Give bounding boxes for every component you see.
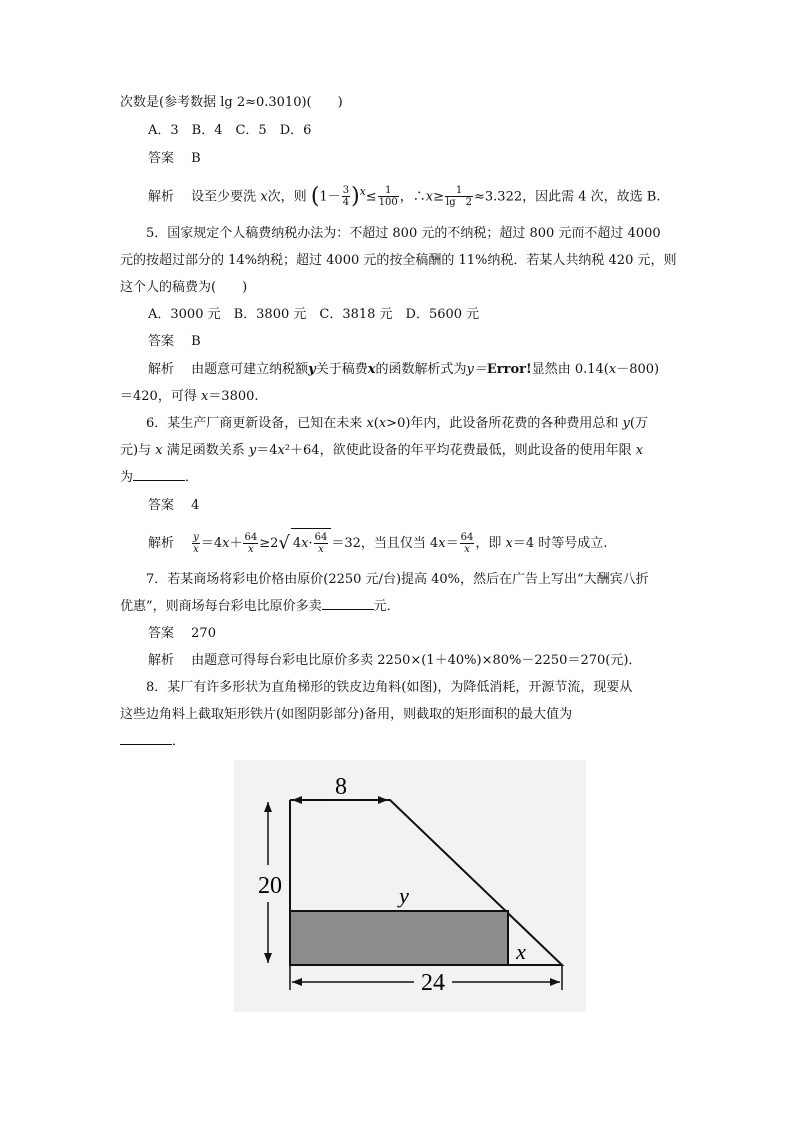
leq-sign: ≤ bbox=[365, 189, 377, 205]
answer-blank bbox=[133, 468, 185, 481]
exponent-x: x bbox=[359, 185, 366, 198]
analysis-label: 解析 bbox=[148, 189, 175, 205]
q4-options: A．3 B．4 C．5 D．6 bbox=[148, 123, 312, 138]
error-text: Error! bbox=[486, 362, 532, 377]
analysis-result: ≈3.322，因此需 4 次，故选 B. bbox=[474, 189, 661, 205]
paren-close: ) bbox=[351, 183, 360, 209]
q8-line1: 8．某厂有许多形状为直角梯形的铁皮边角料(如图)，为降低消耗，开源节流，现要从 bbox=[146, 680, 633, 695]
trapezoid-figure bbox=[234, 760, 586, 1012]
bottom-label: 24 bbox=[421, 970, 445, 996]
q7-answer bbox=[148, 624, 216, 644]
analysis-text: 显然由 0.14( bbox=[531, 362, 609, 377]
analysis-text: 由题意可得每台彩电比原价多卖 2250×(1＋40%)×80%－2250＝270(元)． bbox=[191, 653, 642, 668]
fraction: $\frac{64}{x}$ bbox=[460, 532, 474, 555]
y-equals: y＝ bbox=[466, 362, 487, 377]
q6-line2: 元)与 x 满足函数关系 y＝4x²＋64，欲使此设备的年平均花费最低，则此设备的使用年限 x bbox=[120, 443, 644, 458]
q5-options: A．3000 元 B．3800 元 C．3818 元 D．5600 元 bbox=[148, 307, 480, 322]
q6-line3: 为 ． bbox=[120, 470, 199, 485]
rect-width-label: y bbox=[399, 883, 409, 908]
q8-line2: 这些边角料上截取矩形铁片(如图阴影部分)备用，则截取的矩形面积的最大值为 bbox=[120, 707, 573, 722]
fraction: $\frac{y}{x}$ bbox=[193, 532, 199, 555]
fraction: $\frac{3}{4}$ bbox=[342, 185, 350, 209]
analysis-text: ＝420，可得 bbox=[120, 389, 201, 404]
q5-analysis-cont bbox=[120, 387, 259, 407]
answer-value: 4 bbox=[191, 498, 200, 513]
analysis-text: 的函数解析式为 bbox=[375, 362, 467, 377]
var-y: y bbox=[308, 362, 316, 377]
sqrt-sign: √ bbox=[278, 532, 290, 554]
q7-line2: 优惠”，则商场每台彩电比原价多卖 元． bbox=[120, 599, 400, 614]
analysis-text: 关于稿费 bbox=[315, 362, 368, 377]
q7-line1: 7．若某商场将彩电价格由原价(2250 元/台)提高 40%，然后在广告上写出“大酬宾八折 bbox=[146, 572, 649, 587]
analysis-text: ＝3800. bbox=[208, 389, 259, 404]
therefore: ，∴ bbox=[399, 189, 426, 205]
q6-answer bbox=[148, 496, 199, 516]
fraction: $\frac{1}{100}$ bbox=[378, 185, 398, 209]
analysis-text: 由题意可建立纳税额 bbox=[191, 362, 309, 377]
fraction: $\frac{64}{x}$ bbox=[244, 532, 258, 555]
q5-answer bbox=[148, 332, 201, 352]
q6-analysis: 解析 $\frac{y}{x}$ ＝4x＋ $\frac{64}{x}$ ≥2√ 4x· $\frac{64}{x}$ ＝32，当且仅当 4x＝ $\frac{64}{x}$ ，即 x＝4 时等号成立. bbox=[148, 528, 607, 559]
answer-label: 答案 bbox=[148, 626, 175, 641]
q5-analysis bbox=[148, 360, 659, 380]
fraction: $\frac{1}{\lg 2}$ bbox=[446, 185, 472, 209]
var-x: x bbox=[608, 362, 617, 377]
top-label: 8 bbox=[335, 774, 347, 800]
geq-sign: ≥ bbox=[433, 189, 445, 205]
answer-label: 答案 bbox=[148, 334, 175, 349]
q4-analysis: 解析 设至少要洗 x次，则 (1－ $\frac{3}{4}$ )$^x$≤ $\frac{1}{100}$ ，∴x≥ $\frac{1}{\lg 2}$ ≈3.322，因此需 4 次，故选 B. bbox=[148, 183, 661, 209]
q4-stem-tail: 次数是(参考数据 lg 2≈0.3010)( ) bbox=[120, 95, 343, 110]
figure-background bbox=[234, 760, 586, 1012]
q4-answer bbox=[148, 149, 201, 169]
analysis-label: 解析 bbox=[148, 536, 175, 551]
analysis-text: 次，则 bbox=[267, 189, 307, 205]
analysis-text: 设至少要洗 bbox=[191, 189, 257, 205]
answer-blank bbox=[120, 732, 172, 745]
q5-line1: 5．国家规定个人稿费纳税办法为：不超过 800 元的不纳税；超过 800 元而不超过 4000 bbox=[146, 226, 661, 241]
var-x: x bbox=[367, 362, 376, 377]
analysis-label: 解析 bbox=[148, 653, 175, 668]
q6-line1: 6．某生产厂商更新设备，已知在未来 x(x>0)年内，此设备所花费的各种费用总和 y(万 bbox=[146, 416, 648, 431]
q5-line2: 元的按超过部分的 14%纳税；超过 4000 元的按全稿酬的 11%纳税．若某人共纳税 420 元，则 bbox=[120, 253, 677, 268]
var-x: x bbox=[425, 189, 434, 205]
paren-open: ( bbox=[310, 183, 320, 209]
q8-line3: ． bbox=[120, 732, 185, 752]
answer-value: B bbox=[191, 151, 201, 166]
shaded-rectangle bbox=[290, 911, 508, 965]
answer-value: 270 bbox=[191, 626, 216, 641]
sqrt-content: 4x· $\frac{64}{x}$ bbox=[291, 528, 332, 559]
answer-value: B bbox=[191, 334, 201, 349]
answer-label: 答案 bbox=[148, 498, 175, 513]
q7-analysis bbox=[148, 651, 641, 671]
var-x: x bbox=[260, 189, 268, 205]
fraction: $\frac{64}{x}$ bbox=[314, 532, 328, 555]
answer-blank bbox=[322, 597, 374, 610]
answer-label: 答案 bbox=[148, 151, 175, 166]
analysis-text: －800) bbox=[616, 362, 660, 377]
var-x: x bbox=[200, 389, 209, 404]
rect-height-label: x bbox=[516, 939, 526, 964]
q5-line3: 这个人的稿费为( ) bbox=[120, 280, 248, 295]
left-label: 20 bbox=[258, 873, 282, 899]
analysis-label: 解析 bbox=[148, 362, 175, 377]
